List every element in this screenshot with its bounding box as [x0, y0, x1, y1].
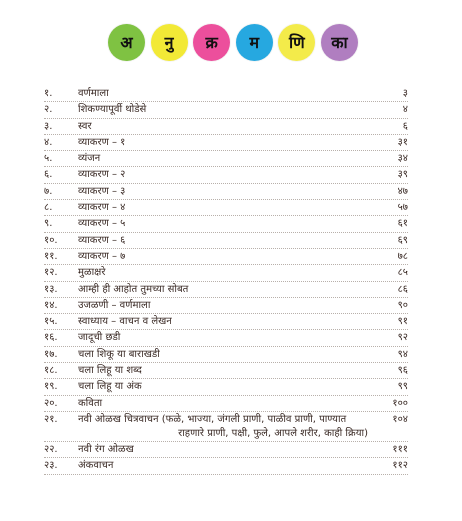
toc-row-page: ९९	[397, 381, 408, 393]
toc-row-number: ११.	[44, 250, 58, 262]
toc-row-page: ११२	[392, 460, 408, 472]
toc-row-number: १५.	[44, 316, 58, 328]
title-letter-2: नु	[151, 24, 188, 61]
toc-row-page: ६	[402, 120, 408, 132]
title-banner	[108, 18, 358, 66]
toc-row-title-line: राहणारे प्राणी, पक्षी, फुले, आपले शरीर, काही क्रिया)	[178, 428, 368, 440]
toc-row-number: १९.	[44, 381, 58, 393]
toc-row-title-line: मुळाक्षरे	[78, 267, 106, 279]
toc-row-page: १०४	[392, 413, 408, 425]
toc-row-number: ८.	[44, 202, 53, 214]
toc-row-title-line: शिकण्यापूर्वी थोडेसे	[78, 104, 147, 116]
title-letter-6: का	[321, 24, 358, 61]
toc-row[interactable]	[44, 330, 408, 346]
toc-row[interactable]	[44, 347, 408, 363]
toc-row-title	[78, 314, 368, 330]
toc-row[interactable]	[44, 86, 408, 102]
toc-row-title	[78, 347, 368, 363]
toc-row-page: ९६	[397, 365, 408, 377]
toc-row-title	[78, 412, 368, 443]
toc-row-number: २०.	[44, 397, 58, 409]
toc-row-title-line: व्याकरण – २	[78, 169, 126, 181]
toc-row-title	[78, 119, 368, 135]
toc-row-divider	[44, 474, 408, 475]
toc-row-page: ३४	[397, 153, 408, 165]
toc-row-page: ८६	[397, 283, 408, 295]
toc-row-title	[78, 442, 368, 458]
toc-row-title	[78, 167, 368, 183]
toc-row-number: १६.	[44, 332, 58, 344]
toc-row-title	[78, 298, 368, 314]
toc-row[interactable]	[44, 119, 408, 135]
toc-row-page: ७८	[397, 250, 408, 262]
toc-row-title-line: उजळणी – वर्णमाला	[78, 299, 151, 311]
toc-row[interactable]	[44, 265, 408, 281]
toc-row-page: १००	[392, 397, 408, 409]
toc-row[interactable]	[44, 442, 408, 458]
toc-row[interactable]	[44, 282, 408, 298]
toc-row-number: ७.	[44, 185, 53, 197]
toc-row-page: १११	[392, 443, 408, 455]
toc-row-title-line: अंकवाचन	[78, 460, 114, 472]
toc-row-number: २३.	[44, 460, 58, 472]
toc-row[interactable]	[44, 249, 408, 265]
toc-row-title	[78, 396, 368, 412]
toc-row[interactable]	[44, 379, 408, 395]
toc-row-page: ९०	[397, 299, 408, 311]
toc-row-number: १.	[44, 88, 53, 99]
toc-row-number: १०.	[44, 234, 58, 246]
toc-row-number: ४.	[44, 136, 53, 148]
toc-row[interactable]	[44, 298, 408, 314]
toc-row-title	[78, 458, 368, 474]
toc-row-title	[78, 151, 368, 167]
toc-row-title	[78, 363, 368, 379]
toc-row-title-line: चला लिहू या अंक	[78, 381, 142, 393]
toc-row-title-line: वर्णमाला	[78, 88, 109, 99]
toc-row-title	[78, 249, 368, 265]
toc-row-title	[78, 216, 368, 232]
toc-row-title-line: व्याकरण – ७	[78, 250, 126, 262]
toc-row-page: ४	[402, 104, 408, 116]
toc-row-number: १३.	[44, 283, 58, 295]
toc-row-number: ३.	[44, 120, 53, 132]
toc-row-number: ९.	[44, 218, 53, 230]
toc-row[interactable]	[44, 216, 408, 232]
toc-row-title-line: चला लिहू या शब्द	[78, 365, 142, 377]
toc-row-title	[78, 200, 368, 216]
toc-row-page: ३१	[397, 136, 408, 148]
toc-row-page: ९१	[397, 316, 408, 328]
toc-row-title-line: व्यंजन	[78, 153, 101, 165]
toc-row[interactable]	[44, 412, 408, 442]
toc-row[interactable]	[44, 167, 408, 183]
toc-row-number: १८.	[44, 365, 58, 377]
toc-row-title-line: व्याकरण – १	[78, 136, 126, 148]
toc-row-number: १४.	[44, 299, 58, 311]
toc-row-title	[78, 102, 368, 118]
toc-row-page: ९४	[397, 348, 408, 360]
toc-row-title	[78, 379, 368, 395]
toc-row[interactable]	[44, 151, 408, 167]
toc-row-title-line: स्वाध्याय – वाचन व लेखन	[78, 316, 172, 328]
toc-row-page: ४७	[397, 185, 408, 197]
toc-row-title	[78, 282, 368, 298]
toc-row-title-line: नवी रंग ओळख	[78, 443, 134, 455]
toc-row-title-line: व्याकरण – ३	[78, 185, 126, 197]
table-of-contents	[44, 86, 408, 475]
toc-row[interactable]	[44, 396, 408, 412]
toc-row-number: १२.	[44, 267, 58, 279]
toc-row-title-line: चला शिकू या बाराखडी	[78, 348, 160, 360]
toc-row[interactable]	[44, 200, 408, 216]
toc-row-page: ५७	[397, 202, 408, 214]
toc-row-title	[78, 135, 368, 151]
toc-row[interactable]	[44, 102, 408, 118]
toc-row-title	[78, 330, 368, 346]
toc-row-title	[78, 184, 368, 200]
toc-row-page: ९२	[397, 332, 408, 344]
toc-row[interactable]	[44, 363, 408, 379]
toc-row-title	[78, 233, 368, 249]
toc-row-page: ६९	[397, 234, 408, 246]
toc-row[interactable]	[44, 458, 408, 474]
title-letter-5: णि	[278, 24, 315, 61]
toc-row-number: ६.	[44, 169, 53, 181]
toc-row[interactable]	[44, 135, 408, 151]
toc-row-title-line: व्याकरण – ५	[78, 218, 126, 230]
toc-row-title-line: व्याकरण – ४	[78, 202, 126, 214]
toc-row-page: ८५	[397, 267, 408, 279]
toc-row-number: ५.	[44, 153, 53, 165]
toc-row-number: २.	[44, 104, 53, 116]
toc-row-number: १७.	[44, 348, 58, 360]
toc-row-title-line: कविता	[78, 397, 103, 409]
toc-row-title	[78, 86, 368, 102]
toc-row-title	[78, 265, 368, 281]
toc-row-number: २२.	[44, 443, 58, 455]
toc-row-number: २१.	[44, 413, 58, 425]
toc-row-page: ३९	[397, 169, 408, 181]
toc-row[interactable]	[44, 184, 408, 200]
toc-row-page: ६१	[397, 218, 408, 230]
toc-row-title-line: जादूची छडी	[78, 332, 121, 344]
toc-row-title-line: नवी ओळख चित्रवाचन (फळे, भाज्या, जंगली प्राणी, पाळीव प्राणी, पाण्यात	[78, 413, 347, 425]
toc-row-title-line: आम्ही ही आहोत तुमच्या सोबत	[78, 283, 189, 295]
title-letter-1: अ	[108, 24, 145, 61]
title-letter-3: क्र	[193, 24, 230, 61]
toc-row-title-line: व्याकरण – ६	[78, 234, 126, 246]
toc-row[interactable]	[44, 314, 408, 330]
title-letter-4: म	[236, 24, 273, 61]
toc-row[interactable]	[44, 233, 408, 249]
toc-row-page: ३	[402, 88, 408, 99]
toc-row-title-line: स्वर	[78, 120, 92, 132]
